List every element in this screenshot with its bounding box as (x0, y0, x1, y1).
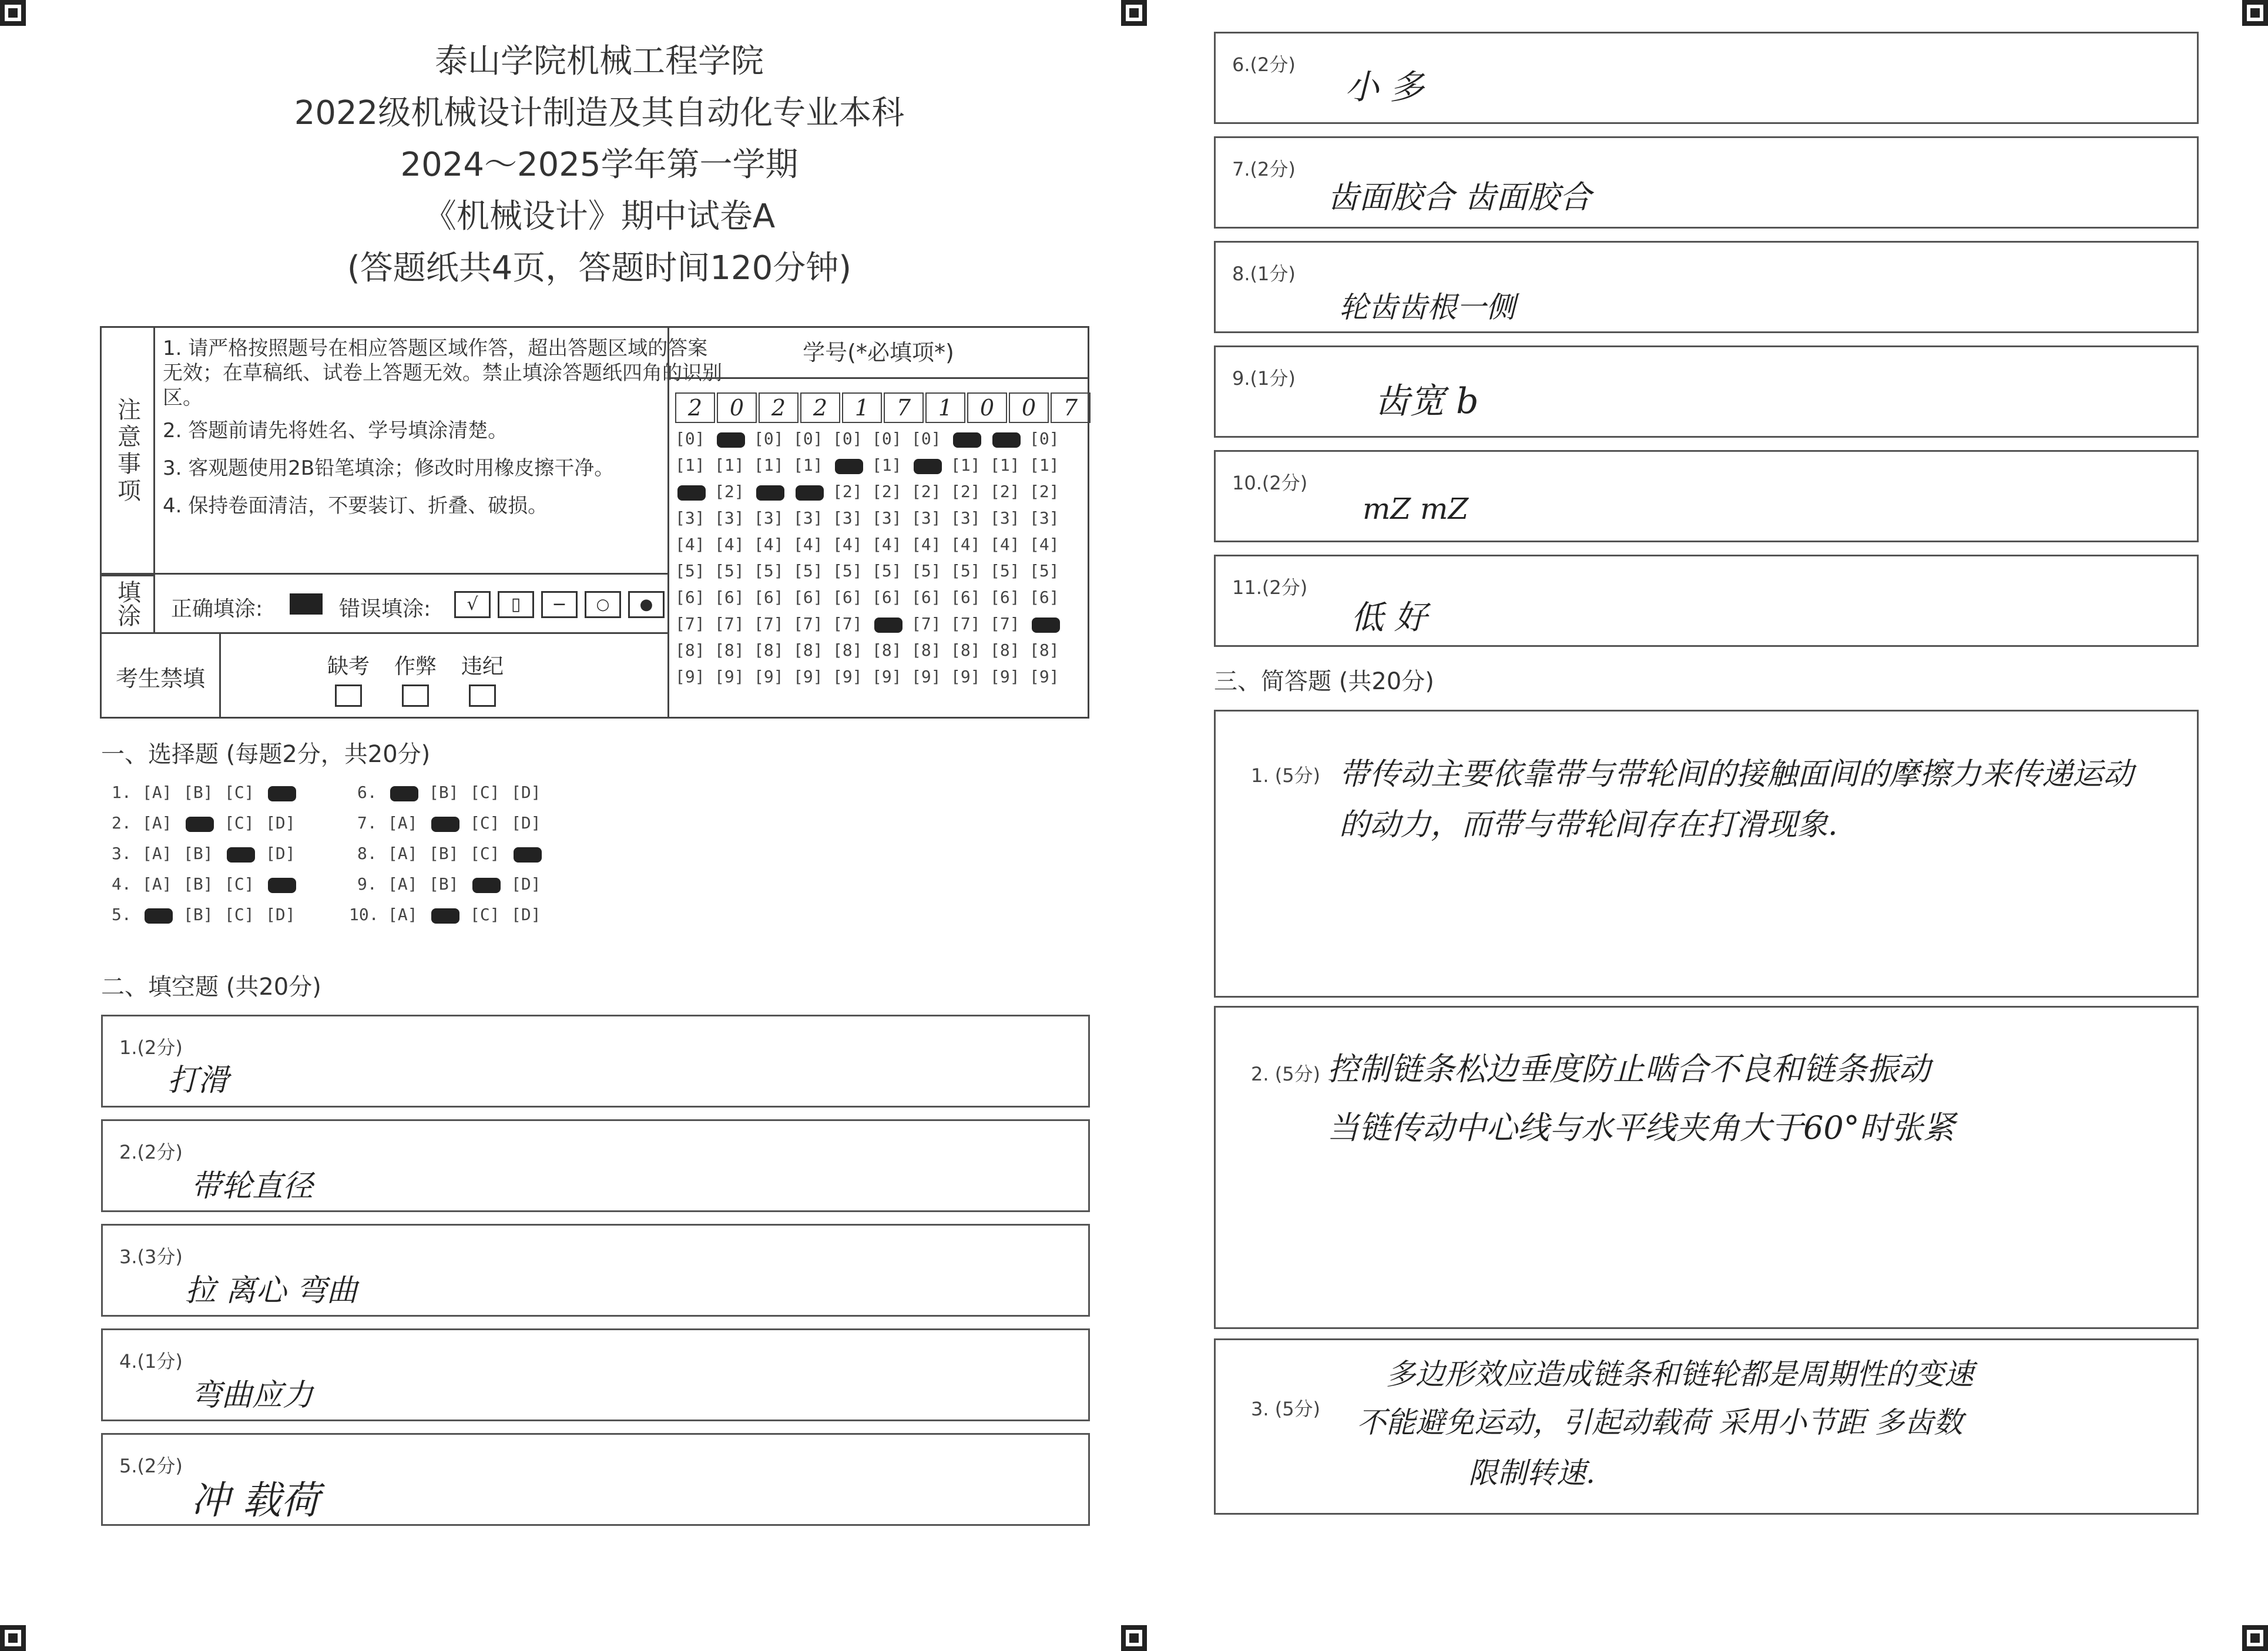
short-answer-3[interactable] (1214, 1338, 2199, 1515)
id-bubble[interactable]: [9] (1029, 667, 1059, 686)
id-bubble-filled[interactable] (756, 485, 784, 501)
id-bubble[interactable]: [9] (793, 667, 823, 686)
fill-blank-1-label: 1.(2分) (119, 1036, 183, 1059)
mc-option-filled[interactable] (186, 817, 214, 832)
mc-option-filled[interactable] (227, 847, 255, 863)
short-answer-1[interactable] (1214, 710, 2199, 998)
id-digit: 0 (717, 392, 757, 423)
id-bubble-filled[interactable] (914, 459, 942, 474)
fill-blank-8-label: 8.(1分) (1232, 263, 1296, 285)
id-bubble[interactable]: [0] (911, 429, 941, 448)
id-bubble[interactable]: [5] (872, 561, 902, 580)
wrong-fill-label: 错误填涂: (339, 597, 431, 621)
forbidden-label: 考生禁填 (102, 634, 221, 719)
mc-question-number: 2. (112, 813, 132, 833)
mc-question-number: 6. (357, 783, 377, 802)
id-bubble[interactable]: [1] (793, 455, 823, 475)
id-bubble[interactable]: [6] (675, 588, 705, 607)
id-bubble[interactable]: [5] (951, 561, 981, 580)
mc-option[interactable]: [C] (470, 844, 500, 863)
id-bubble[interactable]: [8] (951, 640, 981, 660)
wrong-mark-check: √ (454, 591, 491, 618)
id-bubble-filled[interactable] (677, 485, 706, 501)
id-bubble[interactable]: [0] (754, 429, 784, 448)
short-answer-2[interactable] (1214, 1006, 2199, 1329)
id-bubble[interactable]: [3] (990, 508, 1020, 528)
fill-blank-11-label: 11.(2分) (1232, 576, 1308, 599)
mc-option[interactable]: [D] (511, 813, 541, 833)
mc-option[interactable]: [A] (142, 874, 172, 894)
id-bubble[interactable]: [7] (754, 614, 784, 633)
id-bubble[interactable]: [1] (1029, 455, 1059, 475)
short-answer-2-label: 2. (5分) (1251, 1063, 1321, 1085)
fill-blank-1-answer: 打滑 (167, 1063, 229, 1098)
forbidden-absent[interactable]: 缺考 (319, 650, 378, 707)
header-line-major: 2022级机械设计制造及其自动化专业本科 (294, 94, 905, 132)
id-digit: 1 (842, 392, 882, 423)
mc-question-number: 1. (112, 783, 132, 802)
id-bubble[interactable]: [4] (793, 535, 823, 554)
header-line-exam: 《机械设计》期中试卷A (423, 197, 776, 236)
fill-blank-10[interactable] (1214, 450, 2199, 542)
id-bubble[interactable]: [8] (1029, 640, 1059, 660)
id-bubble-filled[interactable] (953, 432, 981, 448)
id-bubble[interactable]: [1] (872, 455, 902, 475)
id-bubble[interactable]: [7] (951, 614, 981, 633)
mc-option[interactable]: [C] (470, 905, 500, 924)
id-bubble[interactable]: [1] (951, 455, 981, 475)
id-digit: 7 (1051, 392, 1091, 423)
correct-fill-sample (290, 593, 323, 615)
id-bubble[interactable]: [5] (911, 561, 941, 580)
id-bubble[interactable]: [3] (833, 508, 863, 528)
id-bubble[interactable]: [3] (911, 508, 941, 528)
wrong-fill-samples (454, 591, 665, 618)
id-digit: 2 (675, 392, 715, 423)
short-answer-3-line-3: 限制转速. (1468, 1456, 1595, 1490)
id-bubble[interactable]: [8] (675, 640, 705, 660)
fill-blank-9-answer: 齿宽 b (1374, 381, 1479, 422)
mc-option[interactable]: [B] (429, 844, 459, 863)
fill-blank-6-answer: 小 多 (1345, 67, 1424, 107)
mc-question-number: 7. (357, 813, 377, 833)
id-bubble[interactable]: [8] (990, 640, 1020, 660)
short-answer-2-line-1: 控制链条松边垂度防止啮合不良和链条振动 (1327, 1051, 1930, 1088)
mc-option[interactable]: [C] (224, 874, 254, 894)
mc-option[interactable]: [B] (183, 783, 213, 802)
id-bubble[interactable]: [7] (833, 614, 863, 633)
notice-item-1: 1. 请严格按照题号在相应答题区域作答，超出答题区域的答案无效；在草稿纸、试卷上答题无效。禁止填涂答题纸四角的识别区。 (163, 337, 722, 410)
id-digit: 2 (800, 392, 840, 423)
fill-blank-5-answer: 冲 载荷 (191, 1478, 320, 1523)
id-bubble[interactable]: [5] (675, 561, 705, 580)
id-bubble[interactable]: [2] (990, 482, 1020, 501)
fill-blank-8[interactable] (1214, 241, 2199, 333)
mc-option[interactable]: [A] (142, 813, 172, 833)
id-bubble[interactable]: [1] (714, 455, 744, 475)
corner-marker-bottom-left (0, 1625, 26, 1651)
id-bubble[interactable]: [6] (714, 588, 744, 607)
wrong-mark-dot: ● (628, 591, 665, 618)
corner-marker-top-left (0, 0, 26, 26)
fill-blank-7-label: 7.(2分) (1232, 158, 1296, 180)
mc-option-filled[interactable] (431, 908, 459, 924)
id-bubble[interactable]: [6] (1029, 588, 1059, 607)
fill-blank-9-label: 9.(1分) (1232, 367, 1296, 390)
fill-blank-3[interactable] (101, 1224, 1090, 1317)
id-bubble[interactable]: [3] (872, 508, 902, 528)
id-bubble[interactable]: [6] (754, 588, 784, 607)
id-bubble[interactable]: [0] (675, 429, 705, 448)
mc-option[interactable]: [A] (388, 844, 418, 863)
fill-label: 填涂 (102, 575, 155, 632)
mc-option[interactable]: [D] (511, 874, 541, 894)
fill-blank-4-label: 4.(1分) (119, 1350, 183, 1373)
mc-option[interactable]: [C] (224, 783, 254, 802)
id-bubble-filled[interactable] (835, 459, 863, 474)
fill-blank-3-label: 3.(3分) (119, 1246, 183, 1268)
id-bubble[interactable]: [9] (990, 667, 1020, 686)
id-bubble[interactable]: [6] (911, 588, 941, 607)
mc-option[interactable]: [C] (470, 783, 500, 802)
mc-option-filled[interactable] (145, 908, 173, 924)
fill-blank-10-answer: mZ mZ (1363, 492, 1469, 526)
id-bubble[interactable]: [4] (872, 535, 902, 554)
mc-option[interactable]: [A] (142, 783, 172, 802)
mc-question-number: 8. (357, 844, 377, 863)
short-answer-1-line-2: 的动力，而带与带轮间存在打滑现象. (1339, 807, 1838, 843)
id-bubble[interactable]: [7] (793, 614, 823, 633)
id-bubble[interactable]: [2] (872, 482, 902, 501)
mc-question-number: 5. (112, 905, 132, 924)
header-line-term: 2024～2025学年第一学期 (400, 146, 799, 184)
fill-blank-1[interactable] (101, 1015, 1090, 1108)
section-1-title: 一、选择题 (每题2分，共20分) (101, 741, 431, 768)
forbidden-violation[interactable]: 违纪 (453, 650, 512, 707)
wrong-mark-bar: ▯ (498, 591, 534, 618)
id-bubble[interactable]: [5] (754, 561, 784, 580)
mc-question-number: 10. (349, 905, 379, 924)
mc-option[interactable]: [D] (511, 783, 541, 802)
id-bubble[interactable]: [2] (951, 482, 981, 501)
id-bubble[interactable]: [5] (714, 561, 744, 580)
mc-question-number: 3. (112, 844, 132, 863)
id-bubble[interactable]: [4] (754, 535, 784, 554)
mc-option[interactable]: [A] (388, 905, 418, 924)
id-bubble[interactable]: [6] (872, 588, 902, 607)
id-bubble[interactable]: [9] (754, 667, 784, 686)
fill-blank-3-answer: 拉 离心 弯曲 (185, 1273, 358, 1308)
fill-blank-2-answer: 带轮直径 (191, 1169, 314, 1204)
id-bubble[interactable]: [0] (1029, 429, 1059, 448)
wrong-mark-dash: − (541, 591, 578, 618)
id-bubble[interactable]: [8] (714, 640, 744, 660)
id-bubble[interactable]: [4] (1029, 535, 1059, 554)
id-bubble[interactable]: [8] (793, 640, 823, 660)
fill-blank-6[interactable] (1214, 32, 2199, 124)
student-id-digits (675, 392, 1092, 423)
id-bubble[interactable]: [1] (990, 455, 1020, 475)
notice-label: 注意事项 (102, 328, 155, 576)
id-bubble[interactable]: [8] (754, 640, 784, 660)
fill-blank-6-label: 6.(2分) (1232, 53, 1296, 76)
id-bubble[interactable]: [2] (714, 482, 744, 501)
id-bubble[interactable]: [4] (714, 535, 744, 554)
corner-marker-top-right (2242, 0, 2268, 26)
id-bubble[interactable]: [1] (754, 455, 784, 475)
short-answer-1-line-1: 带传动主要依靠带与带轮间的接触面间的摩擦力来传递运动 (1339, 757, 2134, 792)
id-bubble[interactable]: [6] (833, 588, 863, 607)
id-bubble[interactable]: [9] (714, 667, 744, 686)
notice-item-3: 3. 客观题使用2B铅笔填涂；修改时用橡皮擦干净。 (163, 457, 615, 480)
mc-option[interactable]: [D] (511, 905, 541, 924)
id-bubble[interactable]: [7] (990, 614, 1020, 633)
fill-blank-11[interactable] (1214, 555, 2199, 647)
short-answer-1-label: 1. (5分) (1251, 764, 1321, 787)
id-bubble[interactable]: [0] (833, 429, 863, 448)
mc-question-number: 4. (112, 874, 132, 894)
section-3-title: 三、简答题 (共20分) (1214, 668, 1434, 695)
corner-marker-top-center (1121, 0, 1147, 26)
id-bubble-filled[interactable] (717, 432, 745, 448)
id-bubble[interactable]: [4] (951, 535, 981, 554)
mc-option-filled[interactable] (390, 786, 418, 801)
id-bubble[interactable]: [8] (872, 640, 902, 660)
mc-option-filled[interactable] (514, 847, 542, 863)
notice-item-4: 4. 保持卷面清洁，不要装订、折叠、破损。 (163, 494, 548, 518)
id-bubble-filled[interactable] (874, 618, 902, 633)
mc-option[interactable]: [C] (224, 905, 254, 924)
mc-option[interactable]: [D] (266, 905, 296, 924)
id-bubble[interactable]: [3] (754, 508, 784, 528)
id-bubble[interactable]: [2] (911, 482, 941, 501)
mc-option[interactable]: [A] (142, 844, 172, 863)
mc-option[interactable]: [C] (224, 813, 254, 833)
short-answer-3-label: 3. (5分) (1251, 1398, 1321, 1420)
forbidden-cheat[interactable]: 作弊 (386, 650, 445, 707)
fill-blank-7[interactable] (1214, 136, 2199, 229)
notice-item-2: 2. 答题前请先将姓名、学号填涂清楚。 (163, 419, 508, 442)
fill-blank-5-label: 5.(2分) (119, 1455, 183, 1477)
id-bubble-filled[interactable] (992, 432, 1021, 448)
short-answer-2-line-2: 当链传动中心线与水平线夹角大于60°时张紧 (1327, 1109, 1955, 1146)
id-bubble[interactable]: [2] (833, 482, 863, 501)
mc-option[interactable]: [A] (388, 874, 418, 894)
mc-question-number: 9. (357, 874, 377, 894)
short-answer-3-line-1: 多边形效应造成链条和链轮都是周期性的变速 (1386, 1357, 1974, 1391)
id-digit: 0 (1009, 392, 1049, 423)
id-bubble[interactable]: [1] (675, 455, 705, 475)
id-bubble[interactable]: [5] (793, 561, 823, 580)
section-2-title: 二、填空题 (共20分) (101, 974, 321, 1001)
id-bubble[interactable]: [6] (990, 588, 1020, 607)
mc-option[interactable]: [B] (183, 874, 213, 894)
corner-marker-bottom-center (1121, 1625, 1147, 1651)
student-id-label: 学号(*必填项*) (669, 328, 1088, 379)
mc-option[interactable]: [A] (388, 813, 418, 833)
fill-blank-4[interactable] (101, 1328, 1090, 1421)
mc-option[interactable]: [D] (266, 813, 296, 833)
fill-blank-11-answer: 低 好 (1351, 599, 1427, 637)
mc-option-filled[interactable] (268, 878, 296, 893)
correct-fill-label: 正确填涂: (171, 597, 263, 621)
fill-blank-4-answer: 弯曲应力 (191, 1378, 314, 1413)
id-bubble[interactable]: [9] (833, 667, 863, 686)
id-bubble[interactable]: [9] (872, 667, 902, 686)
id-bubble[interactable]: [6] (793, 588, 823, 607)
id-digit: 1 (925, 392, 965, 423)
mc-option[interactable]: [B] (429, 783, 459, 802)
id-bubble[interactable]: [7] (911, 614, 941, 633)
id-bubble[interactable]: [0] (872, 429, 902, 448)
id-bubble-filled[interactable] (1032, 618, 1060, 633)
multiple-choice-grid[interactable] (112, 783, 593, 935)
mc-option-filled[interactable] (431, 817, 459, 832)
header-line-school: 泰山学院机械工程学院 (435, 42, 764, 80)
mc-option-filled[interactable] (268, 786, 296, 801)
fill-blank-7-answer: 齿面胶合 齿面胶合 (1327, 179, 1592, 216)
fill-blank-2-label: 2.(2分) (119, 1141, 183, 1163)
mc-option[interactable]: [B] (183, 905, 213, 924)
id-bubble[interactable]: [3] (714, 508, 744, 528)
student-id-bubble-grid[interactable] (675, 429, 1081, 711)
id-bubble[interactable]: [5] (990, 561, 1020, 580)
id-bubble[interactable]: [4] (990, 535, 1020, 554)
id-bubble[interactable]: [9] (911, 667, 941, 686)
id-bubble[interactable]: [3] (1029, 508, 1059, 528)
id-bubble[interactable]: [5] (833, 561, 863, 580)
id-bubble[interactable]: [4] (911, 535, 941, 554)
id-bubble-filled[interactable] (796, 485, 824, 501)
id-bubble[interactable]: [3] (951, 508, 981, 528)
id-bubble[interactable]: [7] (714, 614, 744, 633)
notice-list (163, 336, 727, 518)
corner-marker-bottom-right (2242, 1625, 2268, 1651)
id-bubble[interactable]: [9] (951, 667, 981, 686)
mc-option[interactable]: [C] (470, 813, 500, 833)
id-bubble[interactable]: [9] (675, 667, 705, 686)
id-bubble[interactable]: [7] (675, 614, 705, 633)
id-bubble[interactable]: [6] (951, 588, 981, 607)
id-bubble[interactable]: [4] (675, 535, 705, 554)
fill-blank-8-answer: 轮齿齿根一侧 (1339, 290, 1515, 324)
id-bubble[interactable]: [2] (1029, 482, 1059, 501)
id-bubble[interactable]: [0] (793, 429, 823, 448)
info-block (100, 326, 1089, 719)
id-digit: 0 (967, 392, 1007, 423)
mc-option-filled[interactable] (472, 878, 501, 893)
fill-blank-5[interactable] (101, 1433, 1090, 1526)
id-bubble[interactable]: [8] (833, 640, 863, 660)
mc-option[interactable]: [B] (429, 874, 459, 894)
id-bubble[interactable]: [8] (911, 640, 941, 660)
id-bubble[interactable]: [4] (833, 535, 863, 554)
header-line-info: (答题纸共4页，答题时间120分钟) (347, 249, 852, 287)
id-bubble[interactable]: [3] (793, 508, 823, 528)
mc-option[interactable]: [D] (266, 844, 296, 863)
short-answer-3-line-2: 不能避免运动，引起动载荷 采用小节距 多齿数 (1357, 1405, 1963, 1439)
id-bubble[interactable]: [3] (675, 508, 705, 528)
fill-blank-9[interactable] (1214, 345, 2199, 438)
mc-option[interactable]: [B] (183, 844, 213, 863)
fill-blank-2[interactable] (101, 1119, 1090, 1212)
fill-blank-10-label: 10.(2分) (1232, 472, 1308, 494)
id-digit: 2 (759, 392, 799, 423)
id-digit: 7 (884, 392, 924, 423)
id-bubble[interactable]: [5] (1029, 561, 1059, 580)
wrong-mark-circle: ○ (585, 591, 621, 618)
